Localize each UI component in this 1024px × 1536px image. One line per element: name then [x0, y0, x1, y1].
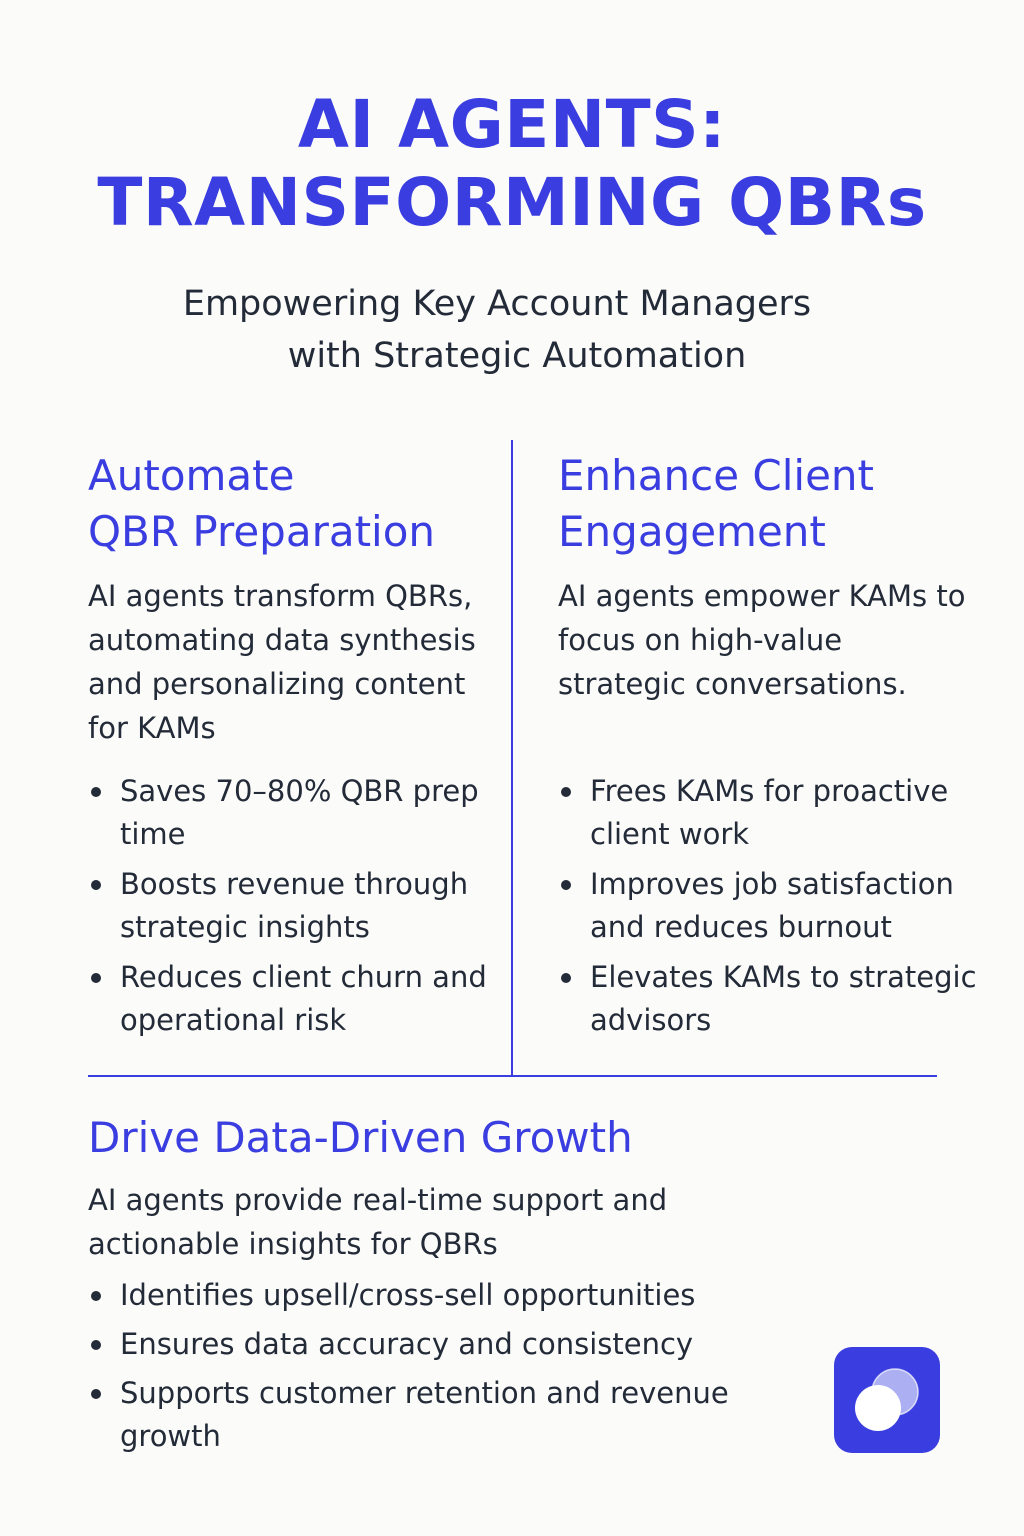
section-heading-line-2: QBR Preparation: [88, 507, 436, 556]
title-line-1: AI AGENTS:: [297, 86, 727, 163]
section-description: AI agents provide real-time support and actionable insights for QBRs: [88, 1183, 668, 1261]
logo-graphic: [834, 1347, 940, 1453]
bullet-text: Supports customer retention and revenue growth: [120, 1376, 729, 1453]
bullet-item: [88, 956, 498, 1042]
bullet-dot-icon: [561, 880, 571, 890]
bullet-dot-icon: [91, 973, 101, 983]
bullet-text: Improves job satisfaction and reduces burnout: [590, 867, 954, 944]
section-heading-line-1: Automate: [88, 451, 295, 500]
bullet-item: [558, 956, 978, 1042]
bullet-dot-icon: [561, 973, 571, 983]
bullet-item: [88, 1372, 808, 1458]
section-heading-line-1: Enhance Client: [558, 451, 875, 500]
bullet-list: [88, 1274, 808, 1458]
section-enhance-client-engagement: [558, 448, 978, 1049]
bullet-item: [88, 770, 498, 856]
title-line-2: TRANSFORMING QBRs: [97, 164, 927, 241]
bullet-text: Reduces client churn and operational risk: [120, 960, 487, 1037]
bullet-item: [88, 1323, 808, 1366]
section-heading: [88, 448, 498, 560]
bullet-text: Boosts revenue through strategic insights: [120, 867, 469, 944]
bullet-text: Identifies upsell/cross-sell opportunities: [120, 1278, 696, 1312]
bullet-item: [88, 1274, 808, 1317]
subtitle-line-1: Empowering Key Account Managers: [182, 284, 812, 324]
vertical-divider: [511, 440, 513, 1077]
section-automate-qbr-preparation: [88, 448, 498, 1049]
section-heading: Drive Data-Driven Growth: [88, 1113, 633, 1162]
section-description: AI agents empower KAMs to focus on high-value strategic conversations.: [558, 579, 966, 701]
page-title: [0, 86, 1024, 242]
bullet-item: [558, 863, 978, 949]
bullet-list: [88, 770, 498, 1042]
horizontal-divider: [88, 1075, 937, 1077]
page-subtitle: [0, 278, 1024, 382]
bullet-item: [558, 770, 978, 856]
bullet-text: Saves 70–80% QBR prep time: [120, 774, 479, 851]
bullet-dot-icon: [91, 1291, 101, 1301]
bullet-dot-icon: [91, 1389, 101, 1399]
bullet-text: Ensures data accuracy and consistency: [120, 1327, 694, 1361]
subtitle-line-2: with Strategic Automation: [287, 336, 747, 376]
bullet-dot-icon: [561, 787, 571, 797]
section-drive-data-driven-growth: [88, 1110, 808, 1464]
bullet-text: Frees KAMs for proactive client work: [590, 774, 949, 851]
bullet-dot-icon: [91, 880, 101, 890]
overlapping-circles-logo-icon: [834, 1347, 940, 1453]
section-description: AI agents transform QBRs, automating data synthesis and personalizing content for KAMs: [88, 579, 476, 745]
section-heading-line-2: Engagement: [558, 507, 826, 556]
bullet-text: Elevates KAMs to strategic advisors: [590, 960, 977, 1037]
bullet-dot-icon: [91, 787, 101, 797]
bullet-list: [558, 770, 978, 1042]
section-heading: [558, 448, 978, 560]
bullet-dot-icon: [91, 1340, 101, 1350]
bullet-item: [88, 863, 498, 949]
